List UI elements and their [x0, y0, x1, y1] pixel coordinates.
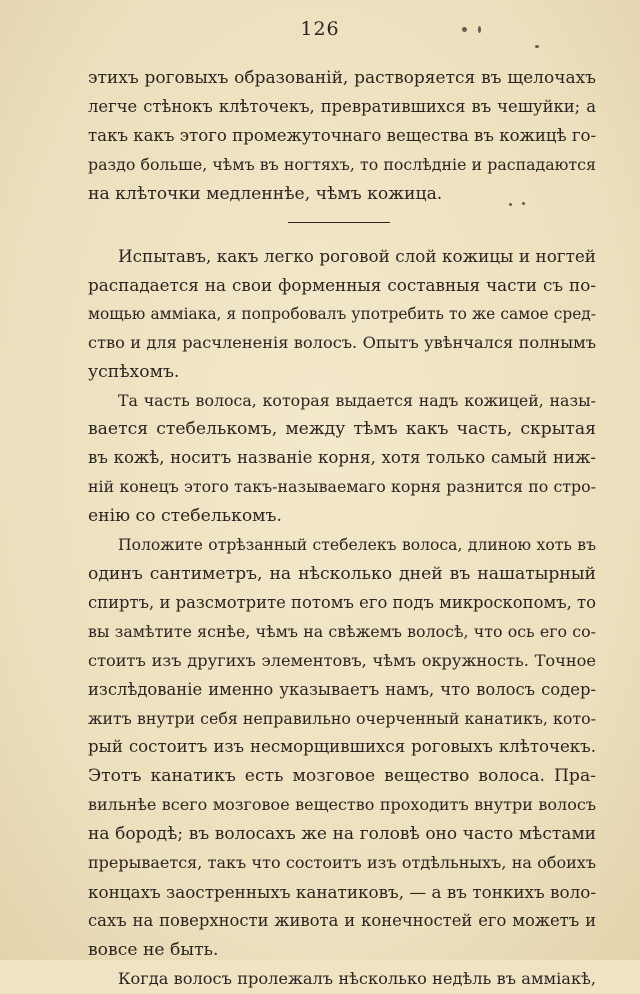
- text-line: Когда волосъ пролежалъ нѣсколько недѣль въ амміакѣ,: [118, 968, 596, 988]
- text-line: концахъ заостренныхъ канатиковъ, — а въ тонкихъ воло-: [88, 881, 597, 902]
- text-line: этихъ роговыхъ образованій, растворяется въ щелочахъ: [88, 68, 596, 88]
- text-line: такъ какъ этого промежуточнаго вещества въ кожицѣ го-: [88, 125, 597, 145]
- text-line: Положите отрѣзанный стебелекъ волоса, длиною хоть въ: [118, 536, 596, 555]
- text-line: на клѣточки медленнѣе, чѣмъ кожица.: [88, 183, 443, 204]
- text-line: рый состоитъ изъ несморщившихся роговыхъ клѣточекъ.: [88, 737, 596, 757]
- text-line: Испытавъ, какъ легко роговой слой кожицы и ногтей: [118, 246, 596, 266]
- text-line: легче стѣнокъ клѣточекъ, превратившихся въ чешуйки; а: [88, 96, 596, 116]
- text-line: стоитъ изъ другихъ элементовъ, чѣмъ окружность. Точное: [88, 650, 596, 670]
- text-line: спиртъ, и разсмотрите потомъ его подъ микроскопомъ, то: [88, 592, 596, 612]
- text-line: ство и для расчлененія волосъ. Опытъ увѣнчался полнымъ: [88, 332, 596, 352]
- ink-blot: [478, 26, 481, 33]
- paragraph: [88, 387, 596, 532]
- paragraph: [88, 531, 596, 965]
- text-line: въ кожѣ, носитъ названіе корня, хотя только самый ниж-: [88, 448, 596, 468]
- text-line: Этотъ канатикъ есть мозговое вещество волоса. Пра-: [88, 766, 596, 787]
- text-line: житъ внутри себя неправильно очерченный канатикъ, кото-: [88, 708, 596, 728]
- text-line: распадается на свои форменныя составныя части съ по-: [88, 274, 596, 295]
- section-divider: [288, 222, 390, 223]
- text-line: сахъ на поверхности живота и конечностей его можетъ и: [88, 910, 596, 930]
- text-line: на бородѣ; въ волосахъ же на головѣ оно часто мѣстами: [88, 824, 596, 845]
- text-line: раздо больше, чѣмъ въ ногтяхъ, то послѣдніе и распадаются: [88, 154, 596, 174]
- text-line: енію со стебелькомъ.: [88, 506, 282, 527]
- text-line: изслѣдованіе именно указываетъ намъ, что волосъ содер-: [88, 679, 596, 699]
- text-line: Та часть волоса, которая выдается надъ кожицей, назы-: [118, 390, 596, 410]
- paragraph: [88, 965, 596, 994]
- text-line: мощью амміака, я попробовалъ употребить то же самое сред-: [88, 304, 596, 323]
- paragraph: [88, 242, 596, 387]
- text-line: вильнѣе всего мозговое вещество проходитъ внутри волосъ: [88, 795, 596, 815]
- text-line: вается стебелькомъ, между тѣмъ какъ часть, скрытая: [88, 419, 596, 440]
- main-text: [88, 242, 596, 994]
- paragraph-continued: [88, 64, 596, 209]
- text-line: одинъ сантиметръ, на нѣсколько дней въ нашатырный: [88, 563, 596, 584]
- ink-blot: [535, 45, 539, 48]
- text-line: ній конецъ этого такъ-называемаго корня разнится по стро-: [88, 477, 596, 497]
- text-line: успѣхомъ.: [88, 361, 180, 382]
- text-line: вы замѣтите яснѣе, чѣмъ на свѣжемъ волосѣ, что ось его со-: [88, 621, 596, 641]
- text-line: вовсе не быть.: [88, 939, 219, 960]
- ink-blot: [462, 27, 467, 32]
- page-number: 126: [300, 18, 340, 40]
- text-line: прерывается, такъ что состоитъ изъ отдѣльныхъ, на обоихъ: [88, 853, 596, 873]
